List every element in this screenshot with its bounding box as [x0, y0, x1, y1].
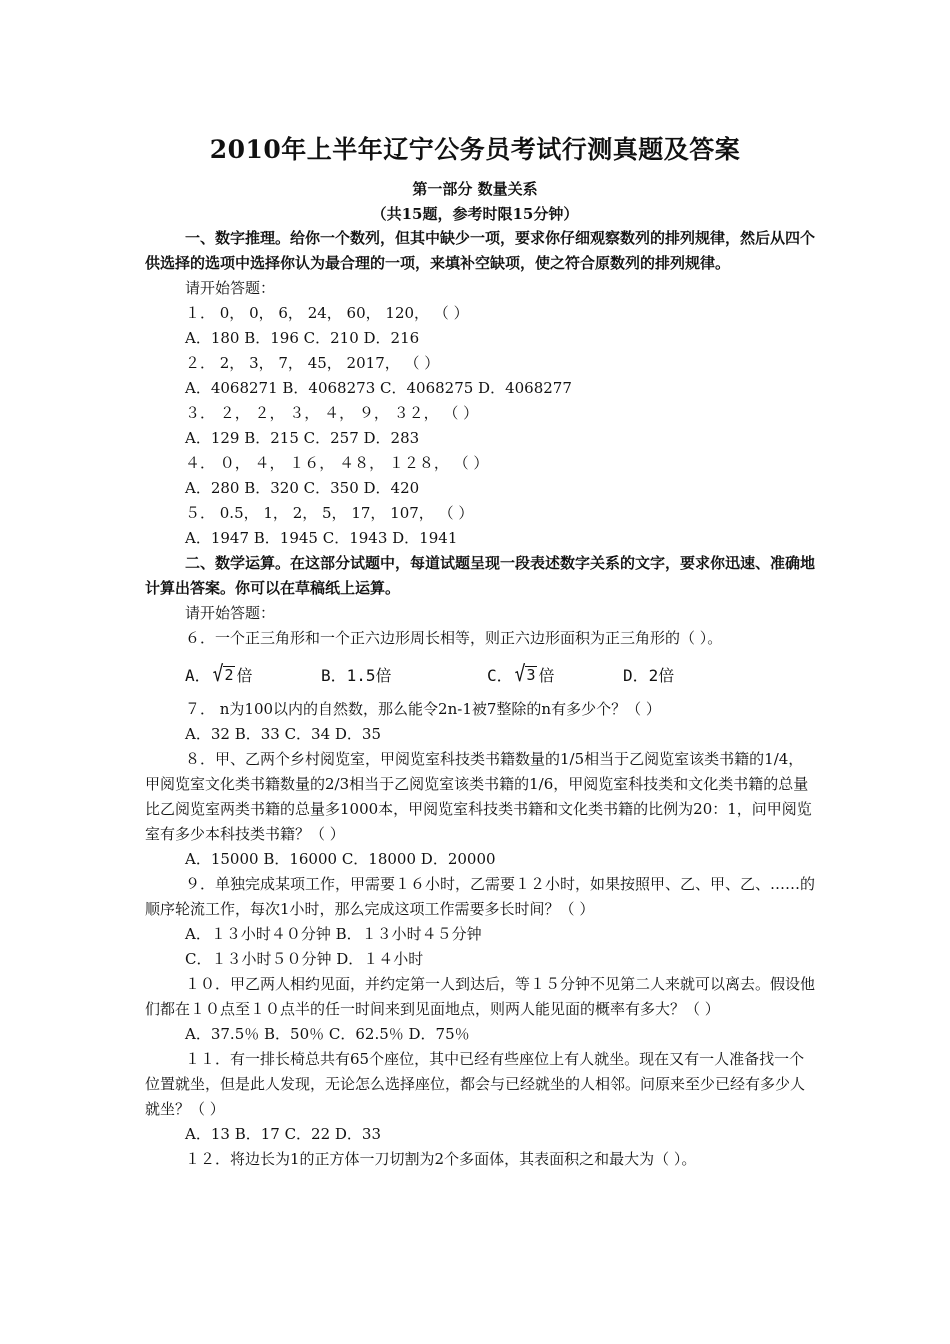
q9-options-1: A．１３小时４０分钟 B．１３小时４５分钟: [185, 925, 482, 943]
q9-options-2: C．１３小时５０分钟 D．１４小时: [185, 950, 424, 968]
q5-options: A．1947 B．1945 C．1943 D．1941: [185, 529, 458, 547]
q7-stem: ７． n为100以内的自然数，那么能令2n-1被7整除的n有多少个？（ ）: [185, 700, 661, 718]
section1-start: 请开始答题：: [185, 279, 276, 297]
q6-stem: ６．一个正三角形和一个正六边形周长相等，则正六边形面积为正三角形的（ ）。: [185, 629, 723, 647]
q6-option-b: B．1.5倍: [321, 665, 392, 685]
q7-options: A．32 B．33 C．34 D．35: [185, 725, 382, 743]
q1-stem: １． 0， 0， 6， 24， 60， 120， （ ）: [185, 304, 469, 322]
q3-stem: ３． ２， ２， ３， ４， ９， ３２， （ ）: [185, 404, 479, 422]
q9-stem: ９．单独完成某项工作，甲需要１６小时，乙需要１２小时，如果按照甲、乙、甲、乙、……的顺序轮流工作，每次1小时，那么完成这项工作需要多长时间？（ ）: [145, 875, 816, 918]
radical-sign: √: [514, 661, 526, 687]
q6-option-a-suffix: 倍: [236, 665, 253, 685]
q10-stem: １０．甲乙两人相约见面，并约定第一人到达后，等１５分钟不见第二人来就可以离去。假设他们都在１０点至１０点半的任一时间来到见面地点，则两人能见面的概率有多大？（ ）: [145, 975, 816, 1018]
radical-sign: √: [212, 661, 224, 687]
q6-options: [145, 655, 815, 695]
q6-option-c-suffix: 倍: [538, 665, 555, 685]
section2-heading: 二、数学运算。在这部分试题中，每道试题呈现一段表述数字关系的文字，要求你迅速、准确地计算出答案。你可以在草稿纸上运算。: [145, 554, 816, 597]
q8-stem: ８．甲、乙两个乡村阅览室，甲阅览室科技类书籍数量的1/5相当于乙阅览室该类书籍的1/4，甲阅览室文化类书籍数量的2/3相当于乙阅览室该类书籍的1/6，甲阅览室科技类和文化类书籍的总量比乙阅览室两类书籍的总量多1000本，甲阅览室科技类书籍和文化类书籍的比例为20：1，问甲阅览室有多少本科技类书籍？（ ）: [145, 750, 812, 843]
q5-stem: ５． 0.5， 1， 2， 5， 17， 107， （ ）: [185, 504, 474, 522]
q11-stem: １１．有一排长椅总共有65个座位，其中已经有些座位上有人就坐。现在又有一人准备找一个位置就坐，但是此人发现，无论怎么选择座位，都会与已经就坐的人相邻。问原来至少已经有多少人就坐？（ ）: [145, 1050, 806, 1118]
q6-option-a: [185, 663, 321, 688]
q6-option-c-prefix: C．: [487, 665, 513, 685]
q2-options: A．4068271 B．4068273 C．4068275 D．4068277: [185, 379, 572, 397]
q6-option-c-radicand: 3: [526, 666, 536, 684]
q4-stem: ４． ０， ４， １６， ４８， １２８， （ ）: [185, 454, 489, 472]
q4-options: A．280 B．320 C．350 D．420: [185, 479, 420, 497]
q3-options: A．129 B．215 C．257 D．283: [185, 429, 420, 447]
q6-option-d: D．2倍: [623, 665, 675, 685]
document-body: [145, 226, 815, 1172]
section2-start: 请开始答题：: [185, 604, 276, 622]
q8-options: A．15000 B．16000 C．18000 D．20000: [185, 850, 496, 868]
q6-option-a-radicand: 2: [224, 666, 234, 684]
q6-option-a-prefix: A．: [185, 665, 211, 685]
sqrt-symbol: [514, 661, 537, 687]
q2-stem: ２． 2， 3， 7， 45， 2017， （ ）: [185, 354, 440, 372]
part-note: （共15题，参考时限15分钟）: [371, 205, 579, 223]
part-title: 第一部分 数量关系: [412, 180, 538, 198]
document-title: 2010年上半年辽宁公务员考试行测真题及答案: [209, 135, 741, 164]
q11-options: A．13 B．17 C．22 D．33: [185, 1125, 382, 1143]
q12-stem: １２．将边长为1的正方体一刀切割为2个多面体，其表面积之和最大为（ ）。: [185, 1150, 697, 1168]
q10-options: A．37.5％ B．50％ C．62.5％ D．75％: [185, 1025, 470, 1043]
q6-option-c: [487, 663, 623, 688]
q1-options: A．180 B．196 C．210 D．216: [185, 329, 420, 347]
section1-heading: 一、数字推理。给你一个数列，但其中缺少一项，要求你仔细观察数列的排列规律，然后从四个供选择的选项中选择你认为最合理的一项，来填补空缺项，使之符合原数列的排列规律。: [145, 229, 816, 272]
sqrt-symbol: [212, 661, 235, 687]
